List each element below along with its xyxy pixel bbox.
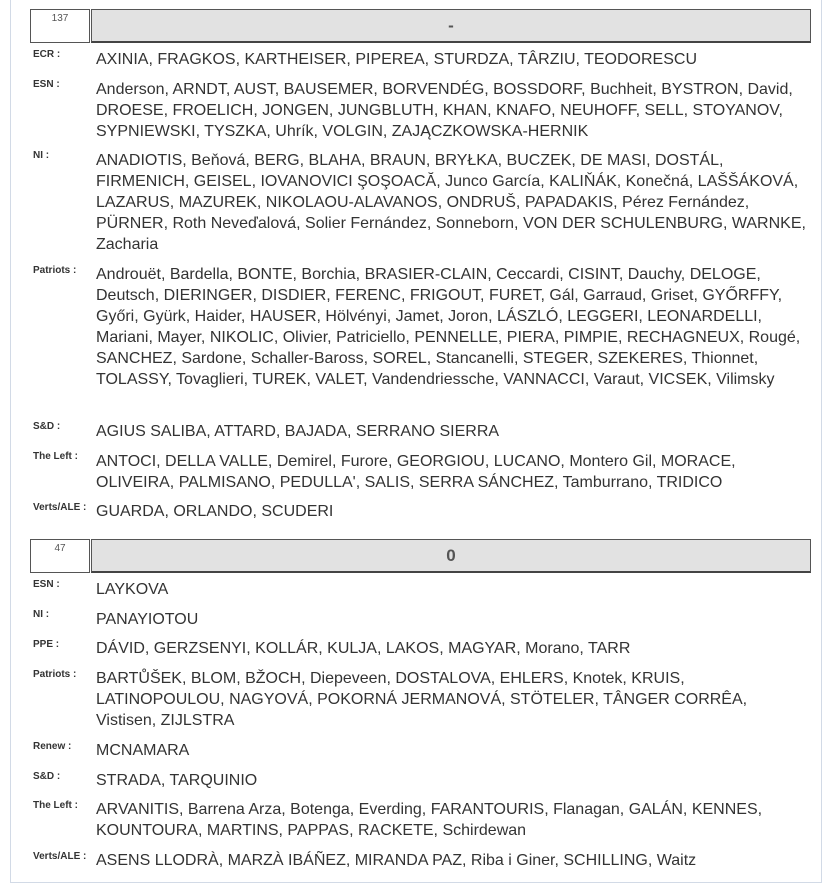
vote-header: [30, 539, 811, 573]
group-names: PANAYIOTOU: [96, 611, 199, 628]
vote-header: [30, 9, 811, 43]
vote-count: 47: [30, 539, 90, 573]
vote-result: -: [91, 9, 811, 43]
group-names: LAYKOVA: [96, 581, 169, 598]
group-label: ESN :: [33, 79, 60, 90]
vote-groups-2: [10, 575, 822, 880]
group-names: BARTŮŠEK, BLOM, BŽOCH, Diepeveen, DOSTALOVA, EHLERS, Knotek, KRUIS, LATINOPOULOU, NAGYOVÁ, POKORNÁ JERMANOVÁ, STÖTELER, TÂNGER CORRÊA, Vistisen, ZIJLSTRA: [96, 670, 748, 729]
group-names: AXINIA, FRAGKOS, KARTHEISER, PIPEREA, STURDZA, TÂRZIU, TEODORESCU: [96, 51, 697, 68]
vote-count: 137: [30, 9, 90, 43]
group-names: ANADIOTIS, Beňová, BERG, BLAHA, BRAUN, BRYŁKA, BUCZEK, DE MASI, DOSTÁL, FIRMENICH, GEISEL, IOVANOVICI ŞOŞOACĂ, Junco García, KALIŇÁK, Konečná, LAŠŠÁKOVÁ, LAZARUS, MAZUREK, NIKOLAOU-ALAVANOS, ONDRUŠ, PAPADAKIS, Pérez Fernández, PÜRNER, Roth Neveďalová, Solier Fernández, Sonneborn, VON DER SCHULENBURG, WARNKE, Zacharia: [96, 152, 806, 253]
group-label: PPE :: [33, 639, 60, 650]
group-names: ASENS LLODRÀ, MARZÀ IBÁÑEZ, MIRANDA PAZ, Riba i Giner, SCHILLING, Waitz: [96, 852, 697, 869]
group-names: GUARDA, ORLANDO, SCUDERI: [96, 503, 334, 520]
group-names: AGIUS SALIBA, ATTARD, BAJADA, SERRANO SIERRA: [96, 423, 500, 440]
group-label: ECR :: [33, 49, 61, 60]
group-label: The Left :: [33, 800, 78, 811]
group-names: ARVANITIS, Barrena Arza, Botenga, Everding, FARANTOURIS, Flanagan, GALÁN, KENNES, KOUNTOURA, MARTINS, PAPPAS, RACKETE, Schirdewan: [96, 801, 763, 839]
group-label: Patriots :: [33, 265, 77, 276]
group-names: DÁVID, GERZSENYI, KOLLÁR, KULJA, LAKOS, MAGYAR, Morano, TARR: [96, 640, 631, 657]
group-label: Renew :: [33, 741, 72, 752]
group-label: The Left :: [33, 451, 78, 462]
group-label: Patriots :: [33, 669, 77, 680]
group-label: Verts/ALE :: [33, 502, 87, 513]
vote-groups-1: [10, 45, 822, 525]
group-names: STRADA, TARQUINIO: [96, 772, 258, 789]
group-names: Anderson, ARNDT, AUST, BAUSEMER, BORVENDÉG, BOSSDORF, Buchheit, BYSTRON, David, DROESE, FROELICH, JONGEN, JUNGBLUTH, KHAN, KNAFO, NEUHOFF, SELL, STOYANOV, SYPNIEWSKI, TYSZKA, Uhrík, VOLGIN, ZAJĄCZKOWSKA-HERNIK: [96, 81, 793, 140]
vote-section-2: [30, 539, 811, 573]
vote-section-1: [30, 9, 811, 43]
group-label: S&D :: [33, 771, 61, 782]
group-names: MCNAMARA: [96, 742, 190, 759]
group-label: Verts/ALE :: [33, 851, 87, 862]
vote-result: 0: [91, 539, 811, 573]
group-names: ANTOCI, DELLA VALLE, Demirel, Furore, GEORGIOU, LUCANO, Montero Gil, MORACE, OLIVEIRA, PALMISANO, PEDULLA', SALIS, SERRA SÁNCHEZ, Tamburrano, TRIDICO: [96, 453, 736, 491]
group-label: NI :: [33, 150, 50, 161]
group-label: ESN :: [33, 579, 60, 590]
group-label: NI :: [33, 609, 50, 620]
group-names: Androuët, Bardella, BONTE, Borchia, BRASIER-CLAIN, Ceccardi, CISINT, Dauchy, DELOGE, Deutsch, DIERINGER, DISDIER, FERENC, FRIGOUT, FURET, Gál, Garraud, Griset, GYŐRFFY, Győri, Gyürk, Haider, HAUSER, Hölvényi, Jamet, Joron, LÁSZLÓ, LEGGERI, LEONARDELLI, Mariani, Mayer, NIKOLIC, Olivier, Patriciello, PENNELLE, PIERA, PIMPIE, RECHAGNEUX, Rougé, SANCHEZ, Sardone, Schaller-Baross, SOREL, Stancanelli, STEGER, SZEKERES, Thionnet, TOLASSY, Tovaglieri, TUREK, VALET, Vandendriessche, VANNACCI, Varaut, VICSEK, Vilimsky: [96, 266, 801, 388]
group-label: S&D :: [33, 421, 61, 432]
